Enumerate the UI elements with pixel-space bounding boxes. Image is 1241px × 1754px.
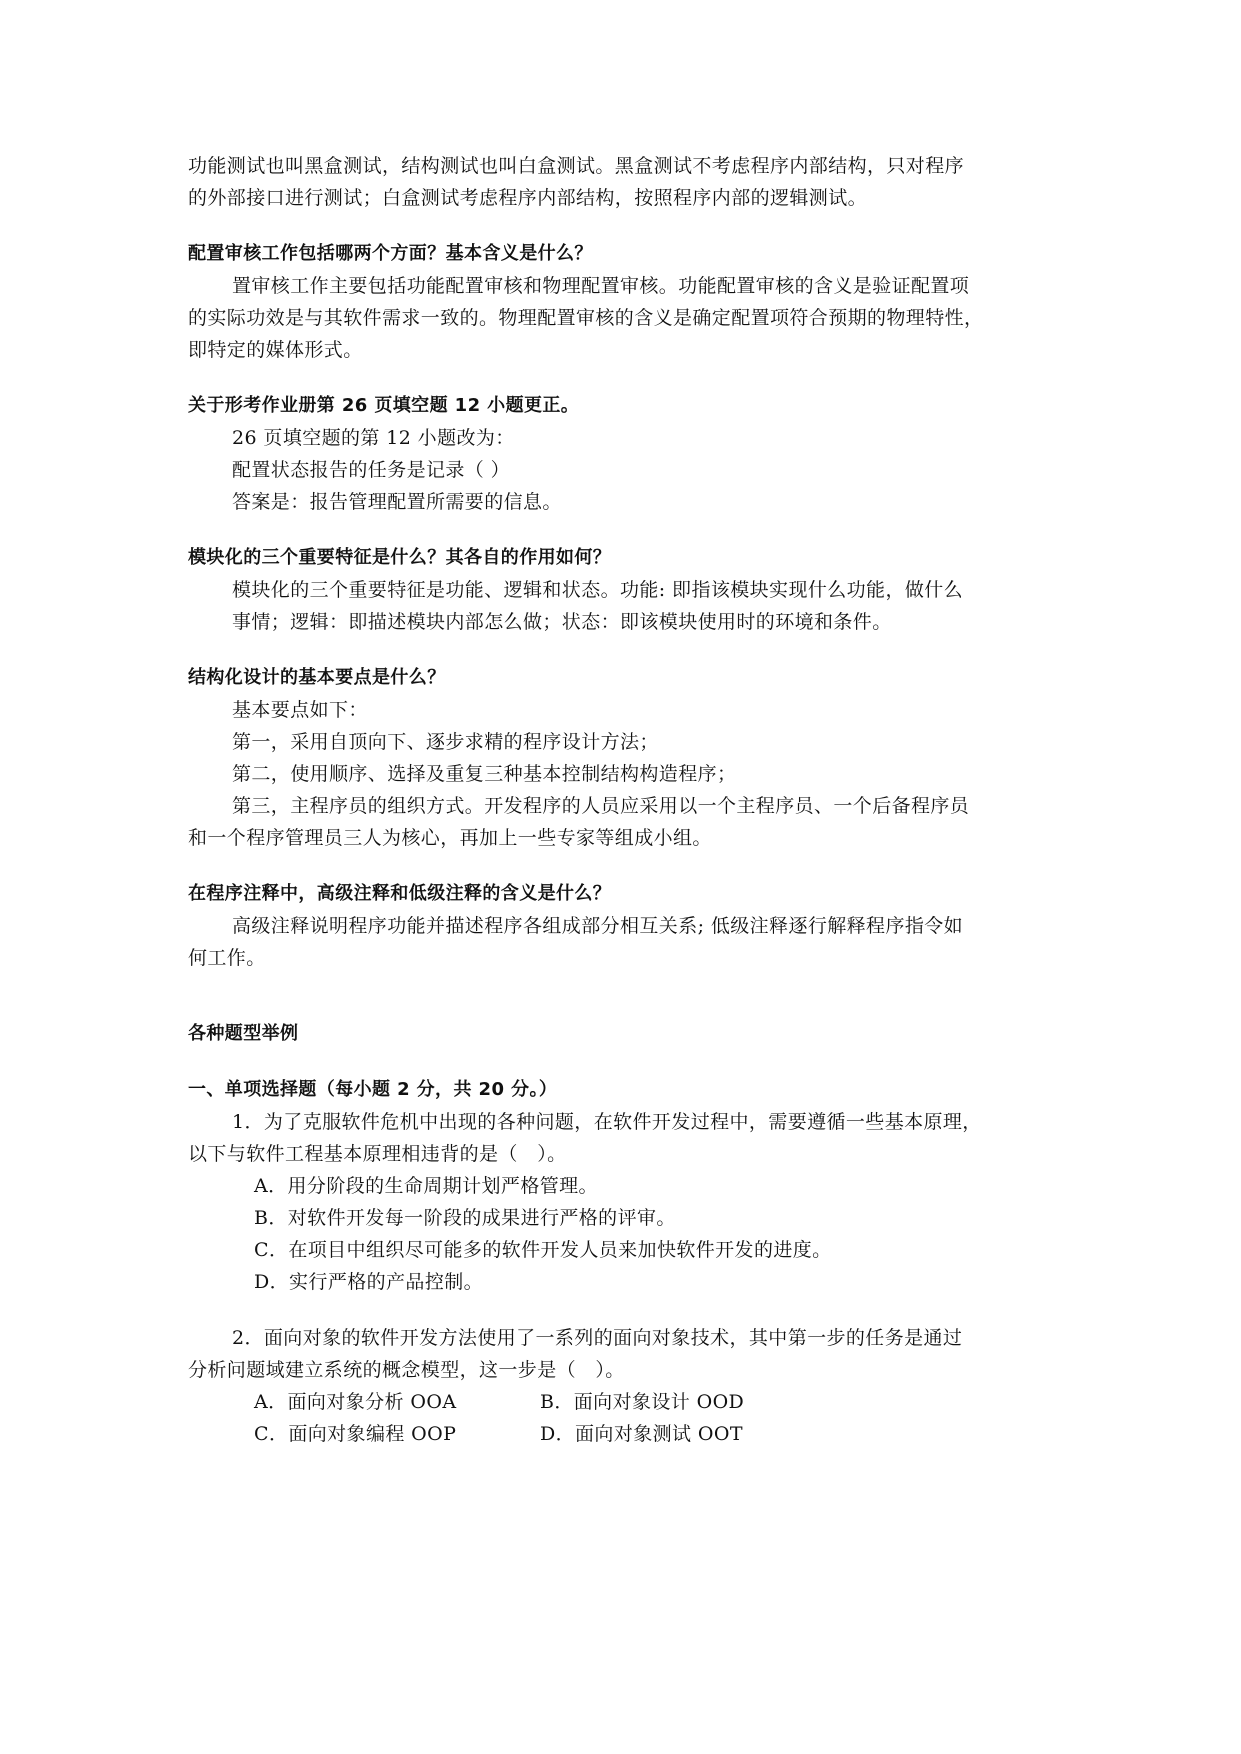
paragraph-line: 的外部接口进行测试；白盒测试考虑程序内部结构，按照程序内部的逻辑测试。 [188, 187, 868, 209]
option-a: A．用分阶段的生命周期计划严格管理。 [254, 1175, 598, 1197]
question-stem-line: 2．面向对象的软件开发方法使用了一系列的面向对象技术，其中第一步的任务是通过 [232, 1327, 963, 1349]
option-d: D．面向对象测试 OOT [540, 1423, 743, 1445]
paragraph-line: 高级注释说明程序功能并描述程序各组成部分相互关系; 低级注释逐行解释程序指令如 [232, 915, 964, 937]
section-heading: 在程序注释中，高级注释和低级注释的含义是什么？ [188, 883, 612, 904]
section-heading: 关于形考作业册第 26 页填空题 12 小题更正。 [188, 395, 580, 416]
config-audit-section [188, 238, 1064, 366]
section-heading: 配置审核工作包括哪两个方面？基本含义是什么？ [188, 243, 593, 264]
structured-design-section [188, 662, 1064, 854]
intro-paragraph [188, 150, 1064, 214]
paragraph-line: 何工作。 [188, 947, 266, 969]
section-heading: 一、单项选择题（每小题 2 分，共 20 分。） [188, 1079, 558, 1100]
option-row [188, 1418, 1064, 1450]
option-a: A．面向对象分析 OOA [254, 1391, 457, 1413]
paragraph-line: 答案是：报告管理配置所需要的信息。 [232, 491, 562, 513]
comment-section [188, 878, 1064, 974]
paragraph-line: 模块化的三个重要特征是功能、逻辑和状态。功能: 即指该模块实现什么功能，做什么 [232, 579, 964, 601]
option-row [188, 1386, 1064, 1418]
paragraph-line: 第三，主程序员的组织方式。开发程序的人员应采用以一个主程序员、一个后备程序员 [232, 795, 970, 817]
question-stem-line: 以下与软件工程基本原理相违背的是（ ）。 [188, 1143, 567, 1165]
question-stem-line: 分析问题域建立系统的概念模型，这一步是（ ）。 [188, 1359, 625, 1381]
correction-section [188, 390, 1064, 518]
option-b: B．对软件开发每一阶段的成果进行严格的评审。 [254, 1207, 676, 1229]
question-stem-line: 1．为了克服软件危机中出现的各种问题，在软件开发过程中，需要遵循一些基本原理， [232, 1111, 982, 1133]
question-1 [188, 1106, 1064, 1298]
question-2 [188, 1322, 1064, 1450]
paragraph-line: 和一个程序管理员三人为核心，再加上一些专家等组成小组。 [188, 827, 712, 849]
examples-section [188, 1018, 1064, 1450]
paragraph-line: 的实际功效是与其软件需求一致的。物理配置审核的含义是确定配置项符合预期的物理特性， [188, 307, 984, 329]
section-heading: 模块化的三个重要特征是什么？其各自的作用如何？ [188, 547, 612, 568]
paragraph-line: 功能测试也叫黑盒测试，结构测试也叫白盒测试。黑盒测试不考虑程序内部结构，只对程序 [188, 155, 965, 177]
option-c: C．在项目中组织尽可能多的软件开发人员来加快软件开发的进度。 [254, 1239, 832, 1261]
paragraph-line: 第二，使用顺序、选择及重复三种基本控制结构构造程序； [232, 763, 737, 785]
paragraph-line: 基本要点如下： [232, 699, 368, 721]
option-d: D．实行严格的产品控制。 [254, 1271, 484, 1293]
examples-title: 各种题型举例 [188, 1023, 299, 1044]
paragraph-line: 置审核工作主要包括功能配置审核和物理配置审核。功能配置审核的含义是验证配置项 [232, 275, 970, 297]
paragraph-line: 第一，采用自顶向下、逐步求精的程序设计方法； [232, 731, 659, 753]
section-heading: 结构化设计的基本要点是什么？ [188, 667, 446, 688]
option-c: C．面向对象编程 OOP [254, 1423, 457, 1445]
modularity-section [188, 542, 1064, 638]
document-page [188, 150, 1064, 1450]
paragraph-line: 事情；逻辑：即描述模块内部怎么做；状态：即该模块使用时的环境和条件。 [232, 611, 892, 633]
paragraph-line: 配置状态报告的任务是记录（ ） [232, 459, 511, 481]
option-b: B．面向对象设计 OOD [540, 1391, 745, 1413]
paragraph-line: 26 页填空题的第 12 小题改为： [232, 427, 515, 449]
paragraph-line: 即特定的媒体形式。 [188, 339, 363, 361]
